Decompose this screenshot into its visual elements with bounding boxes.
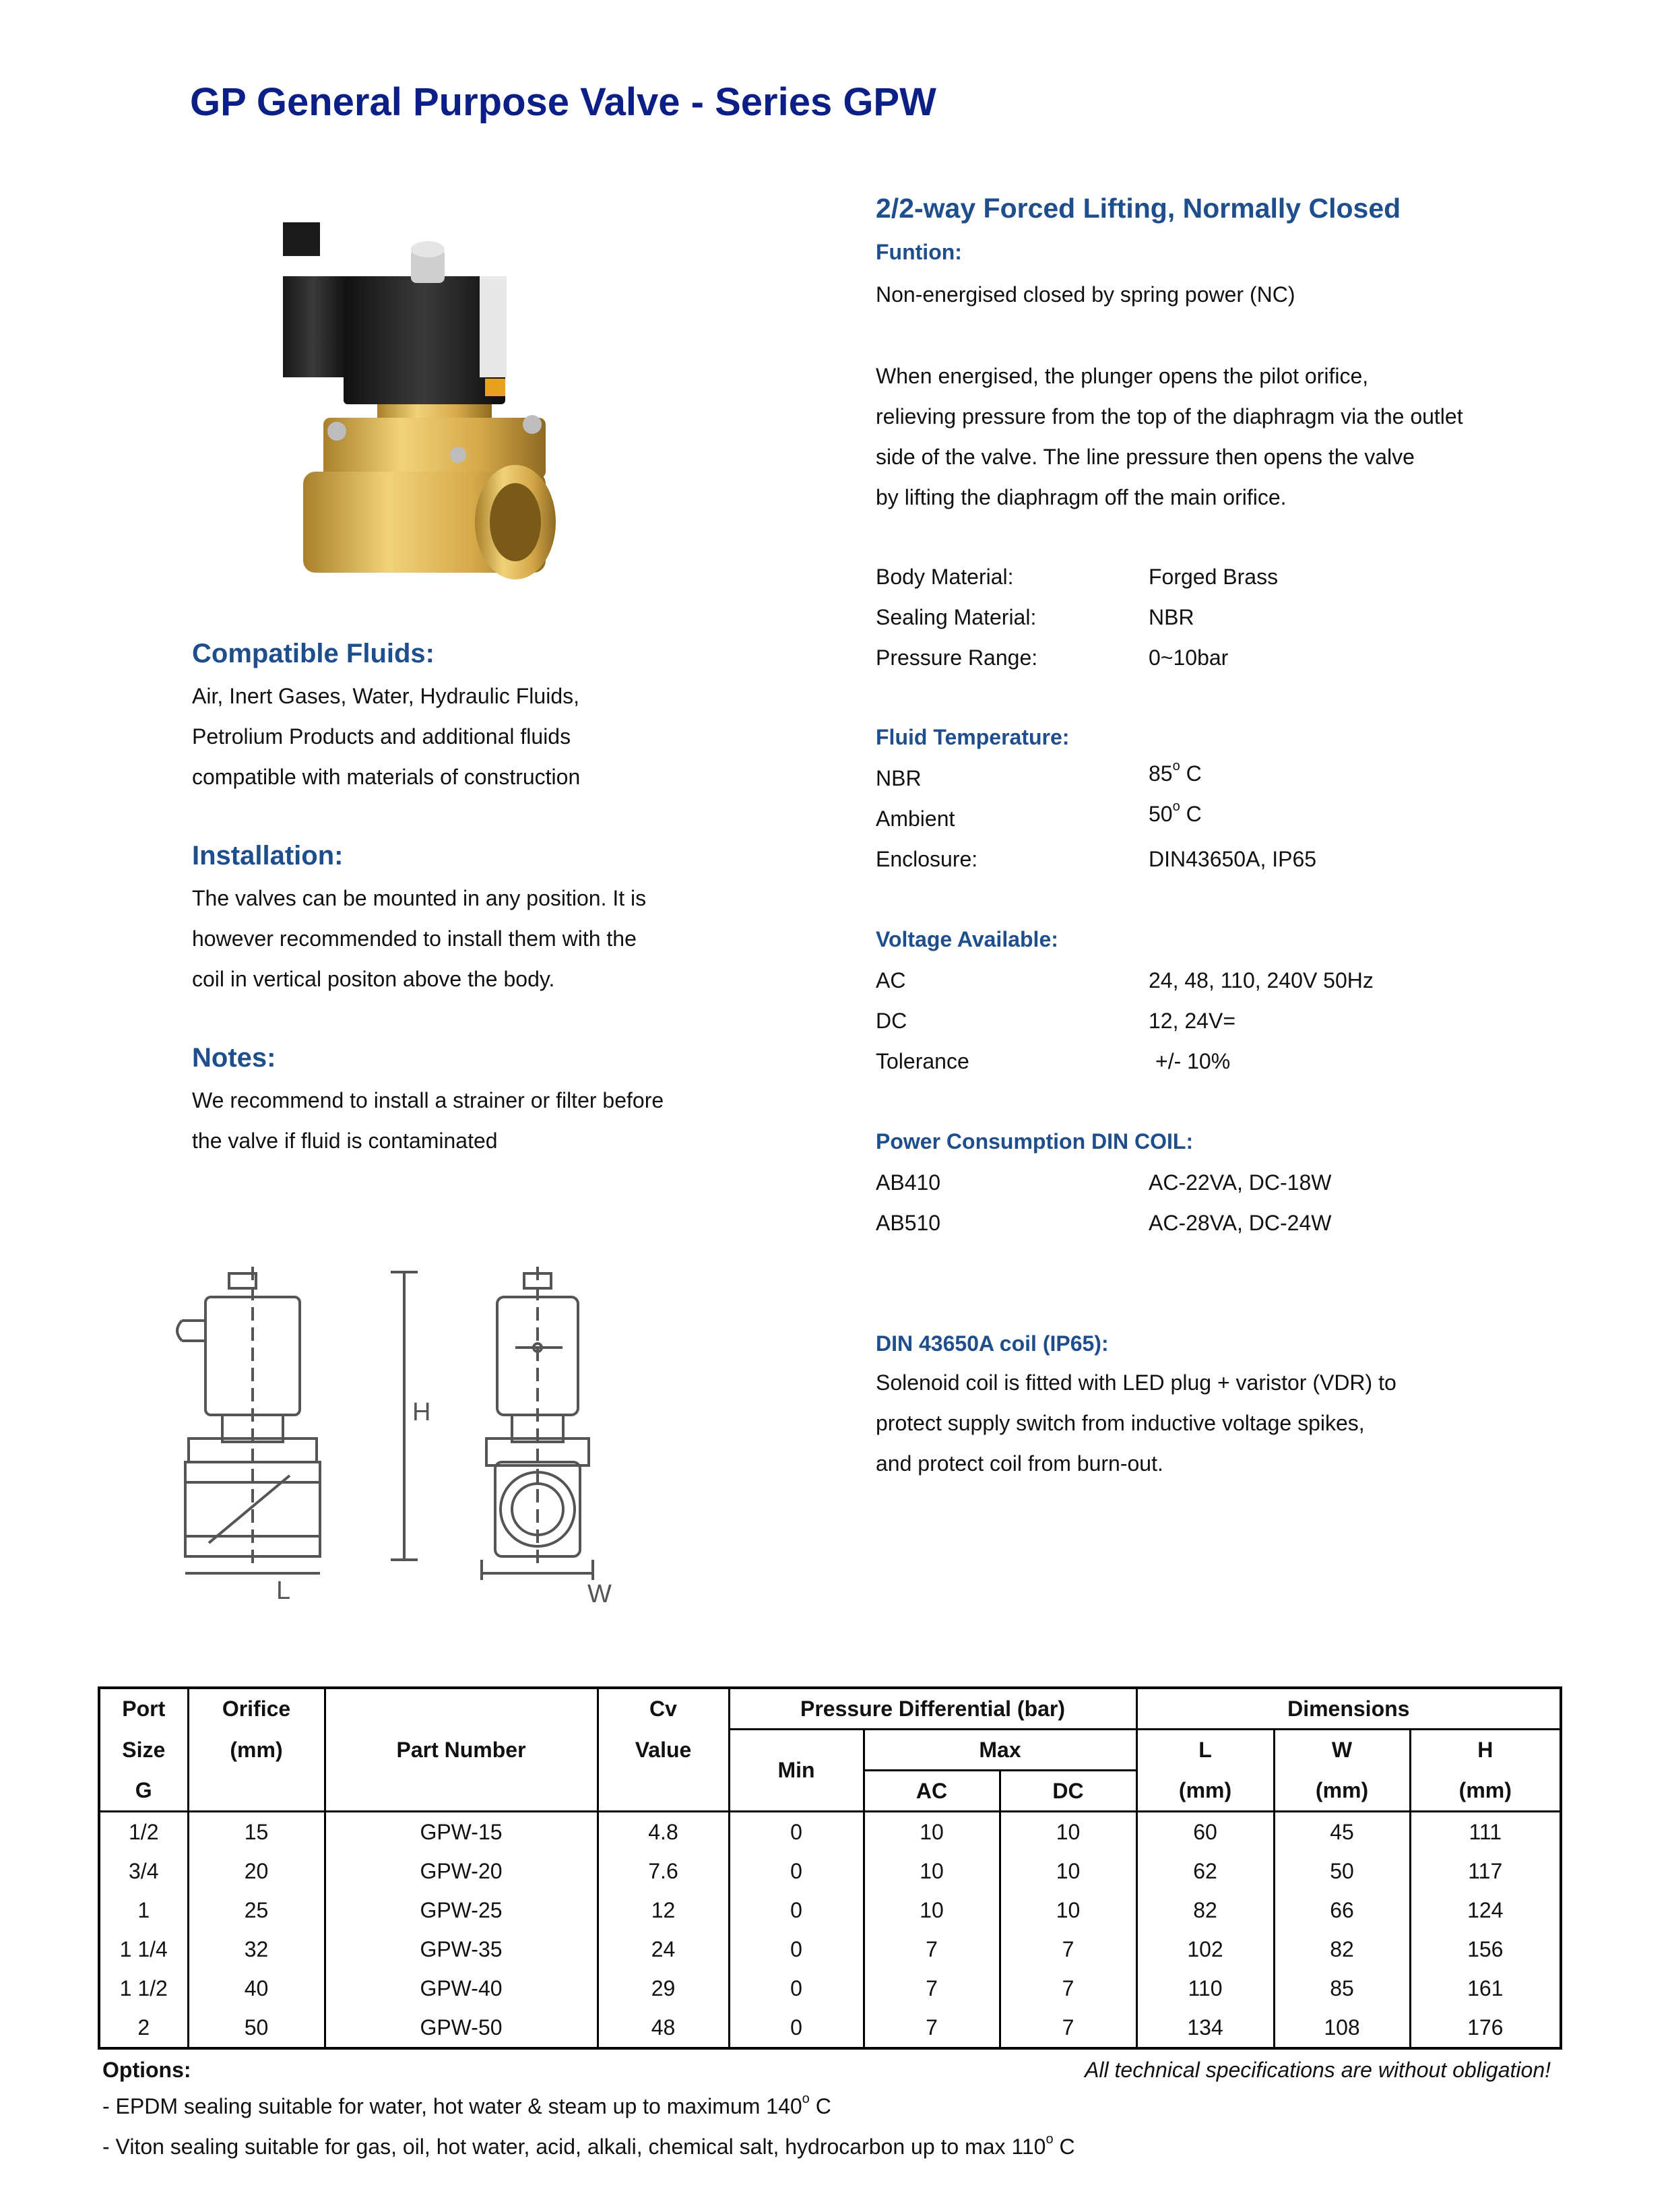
table-cell: 7: [864, 1930, 1000, 1969]
options-heading: Options:: [102, 2058, 191, 2082]
function-description-line: When energised, the plunger opens the pilot orifice,: [876, 364, 1369, 388]
specification-table: [98, 1686, 1562, 2050]
option-unit: C: [809, 2094, 831, 2118]
dimension-label-w: W: [587, 1580, 612, 1608]
header-cell: (mm): [1136, 1771, 1274, 1812]
table-cell: 124: [1410, 1891, 1561, 1930]
table-cell: 50: [188, 2008, 325, 2048]
text-line: Air, Inert Gases, Water, Hydraulic Fluids,: [192, 684, 579, 708]
spec-label: Tolerance: [876, 1049, 969, 1073]
spec-label: Pressure Range:: [876, 645, 1038, 670]
dimension-drawing: [175, 1260, 701, 1610]
function-heading: Funtion:: [876, 240, 962, 264]
header-cell: Port: [122, 1697, 166, 1721]
notes-text: [192, 1080, 664, 1161]
spec-value: NBR: [1149, 605, 1194, 629]
page-title: GP General Purpose Valve - Series GPW: [190, 80, 936, 124]
din-coil-line: and protect coil from burn-out.: [876, 1451, 1163, 1476]
header-cell: Part Number: [325, 1688, 598, 1812]
table-cell: 66: [1274, 1891, 1410, 1930]
table-cell: 24: [598, 1930, 729, 1969]
table-cell: 32: [188, 1930, 325, 1969]
table-cell: 0: [729, 1852, 864, 1891]
header-cell: Orifice: [188, 1688, 325, 1730]
table-cell: 82: [1136, 1891, 1274, 1930]
header-cell: (mm): [1410, 1771, 1561, 1812]
table-cell: 0: [729, 1812, 864, 1852]
table-cell: 15: [188, 1812, 325, 1852]
header-cell: Max: [864, 1730, 1136, 1771]
side-view-drawing: [177, 1267, 418, 1573]
table-cell: 7.6: [598, 1852, 729, 1891]
header-cell: [598, 1771, 729, 1812]
table-cell: 1 1/2: [119, 1976, 168, 2000]
table-cell: 10: [864, 1852, 1000, 1891]
spec-value: DIN43650A, IP65: [1149, 847, 1317, 871]
option-line: [102, 2091, 831, 2119]
temperature-value: 85: [1149, 761, 1173, 786]
header-cell: Min: [729, 1730, 864, 1812]
text-line: coil in vertical positon above the body.: [192, 967, 555, 991]
table-cell: 156: [1410, 1930, 1561, 1969]
spec-label: Body Material:: [876, 565, 1014, 589]
din-coil-line: protect supply switch from inductive voltage spikes,: [876, 1411, 1365, 1435]
table-cell: 0: [729, 1930, 864, 1969]
header-cell: W: [1274, 1730, 1410, 1771]
function-description-line: relieving pressure from the top of the diaphragm via the outlet: [876, 404, 1463, 429]
header-cell: (mm): [1274, 1771, 1410, 1812]
table-cell: 7: [864, 2008, 1000, 2048]
voltage-heading: Voltage Available:: [876, 927, 1058, 951]
table-header-row: [99, 1688, 1561, 1730]
header-cell: Cv: [598, 1688, 729, 1730]
spec-label: Sealing Material:: [876, 605, 1037, 629]
option-unit: C: [1053, 2135, 1075, 2159]
table-cell: 7: [1000, 2008, 1136, 2048]
dimension-label-l: L: [276, 1577, 291, 1605]
table-cell: GPW-40: [325, 1969, 598, 2008]
text-line: the valve if fluid is contaminated: [192, 1129, 498, 1153]
table-cell: 85: [1274, 1969, 1410, 2008]
table-cell: 117: [1410, 1852, 1561, 1891]
table-cell: GPW-20: [325, 1852, 598, 1891]
temperature-unit: C: [1180, 802, 1202, 826]
spec-label: Enclosure:: [876, 847, 978, 871]
header-cell: AC: [864, 1771, 1000, 1812]
option-text: - Viton sealing suitable for gas, oil, hot water, acid, alkali, chemical salt, hydrocarbon up to max 110: [102, 2135, 1046, 2159]
text-line: Petrolium Products and additional fluids: [192, 724, 571, 749]
table-cell: 7: [864, 1969, 1000, 2008]
table-row: [99, 1852, 1561, 1891]
table-cell: 40: [188, 1969, 325, 2008]
table-cell: 12: [598, 1891, 729, 1930]
temperature-unit: C: [1180, 761, 1202, 786]
header-cell: Size: [122, 1737, 166, 1762]
function-line: Non-energised closed by spring power (NC): [876, 282, 1295, 307]
spec-label: NBR: [876, 766, 922, 790]
table-cell: GPW-15: [325, 1812, 598, 1852]
option-text: - EPDM sealing suitable for water, hot water & steam up to maximum 140: [102, 2094, 802, 2118]
header-cell: DC: [1000, 1771, 1136, 1812]
disclaimer: All technical specifications are without obligation!: [1085, 2058, 1551, 2082]
text-line: The valves can be mounted in any position. It is: [192, 886, 647, 910]
table-cell: 10: [864, 1812, 1000, 1852]
table-cell: 108: [1274, 2008, 1410, 2048]
spec-value: 0~10bar: [1149, 645, 1229, 670]
front-view-drawing: [482, 1267, 593, 1580]
spec-value: AC-22VA, DC-18W: [1149, 1170, 1332, 1195]
compatible-fluids-heading: Compatible Fluids:: [192, 639, 435, 668]
table-cell: 2: [137, 2015, 150, 2040]
din-coil-heading: DIN 43650A coil (IP65):: [876, 1331, 1109, 1356]
table-cell: 1 1/4: [119, 1936, 168, 1961]
table-cell: 110: [1136, 1969, 1274, 2008]
text-line: compatible with materials of construction: [192, 765, 581, 789]
din-coil-line: Solenoid coil is fitted with LED plug + varistor (VDR) to: [876, 1370, 1396, 1395]
table-cell: 0: [729, 1969, 864, 2008]
spec-value: +/- 10%: [1155, 1049, 1231, 1073]
table-cell: 10: [1000, 1891, 1136, 1930]
table-cell: 25: [188, 1891, 325, 1930]
installation-heading: Installation:: [192, 841, 344, 871]
table-cell: 0: [729, 1891, 864, 1930]
fluid-temperature-heading: Fluid Temperature:: [876, 725, 1070, 749]
degree-mark: o: [802, 2091, 810, 2106]
table-row: [99, 1812, 1561, 1852]
table-cell: 4.8: [598, 1812, 729, 1852]
notes-heading: Notes:: [192, 1043, 276, 1073]
table-cell: GPW-25: [325, 1891, 598, 1930]
table-row: [99, 1891, 1561, 1930]
table-cell: 29: [598, 1969, 729, 2008]
table-cell: 161: [1410, 1969, 1561, 2008]
text-line: We recommend to install a strainer or filter before: [192, 1088, 664, 1112]
table-row: [99, 1930, 1561, 1969]
installation-text: [192, 878, 646, 999]
header-cell: H: [1410, 1730, 1561, 1771]
table-cell: GPW-50: [325, 2008, 598, 2048]
table-row: [99, 1969, 1561, 2008]
spec-value: 24, 48, 110, 240V 50Hz: [1149, 968, 1374, 992]
table-cell: 48: [598, 2008, 729, 2048]
header-cell: Pressure Differential (bar): [729, 1688, 1136, 1730]
spec-value: [1149, 761, 1202, 786]
valve-photo: [283, 202, 566, 593]
header-cell: G: [99, 1771, 188, 1812]
spec-label: AB510: [876, 1211, 941, 1235]
header-cell: Dimensions: [1136, 1688, 1561, 1730]
compatible-fluids-text: [192, 676, 580, 797]
table-cell: 20: [188, 1852, 325, 1891]
temperature-value: 50: [1149, 802, 1173, 826]
function-description-line: side of the valve. The line pressure then opens the valve: [876, 445, 1415, 469]
spec-label: Ambient: [876, 807, 955, 831]
table-cell: 1: [137, 1897, 150, 1922]
spec-label: AC: [876, 968, 906, 992]
table-cell: 60: [1136, 1812, 1274, 1852]
option-line: [102, 2132, 1075, 2159]
degree-mark: o: [1172, 799, 1180, 814]
function-description: [876, 356, 1463, 517]
table-cell: 3/4: [129, 1858, 159, 1883]
dimension-label-h: H: [412, 1398, 431, 1426]
table-cell: 10: [864, 1891, 1000, 1930]
table-cell: 102: [1136, 1930, 1274, 1969]
function-description-line: by lifting the diaphragm off the main orifice.: [876, 485, 1287, 509]
header-cell: [188, 1771, 325, 1812]
power-heading: Power Consumption DIN COIL:: [876, 1129, 1194, 1154]
table-cell: 50: [1274, 1852, 1410, 1891]
table-cell: 7: [1000, 1930, 1136, 1969]
table-cell: 45: [1274, 1812, 1410, 1852]
table-cell: 7: [1000, 1969, 1136, 2008]
table-cell: 10: [1000, 1852, 1136, 1891]
din-coil-description: [876, 1362, 1396, 1484]
header-cell: L: [1136, 1730, 1274, 1771]
table-cell: 10: [1000, 1812, 1136, 1852]
spec-value: [1149, 799, 1202, 827]
header-cell: (mm): [188, 1730, 325, 1771]
spec-value: Forged Brass: [1149, 565, 1279, 589]
table-row: [99, 2008, 1561, 2048]
table-header-row: [99, 1730, 1561, 1771]
text-line: however recommended to install them with the: [192, 926, 637, 951]
spec-value: 12, 24V=: [1149, 1009, 1235, 1033]
table-cell: 176: [1410, 2008, 1561, 2048]
table-cell: 62: [1136, 1852, 1274, 1891]
spec-label: AB410: [876, 1170, 941, 1195]
table-cell: 1/2: [129, 1819, 159, 1844]
header-cell: Value: [598, 1730, 729, 1771]
table-cell: 111: [1410, 1812, 1561, 1852]
degree-mark: o: [1172, 759, 1180, 773]
table-cell: GPW-35: [325, 1930, 598, 1969]
degree-mark: o: [1046, 2132, 1054, 2147]
table-cell: 0: [729, 2008, 864, 2048]
spec-value: AC-28VA, DC-24W: [1149, 1211, 1332, 1235]
spec-label: DC: [876, 1009, 907, 1033]
valve-type-heading: 2/2-way Forced Lifting, Normally Closed: [876, 193, 1401, 224]
table-cell: 82: [1274, 1930, 1410, 1969]
table-cell: 134: [1136, 2008, 1274, 2048]
